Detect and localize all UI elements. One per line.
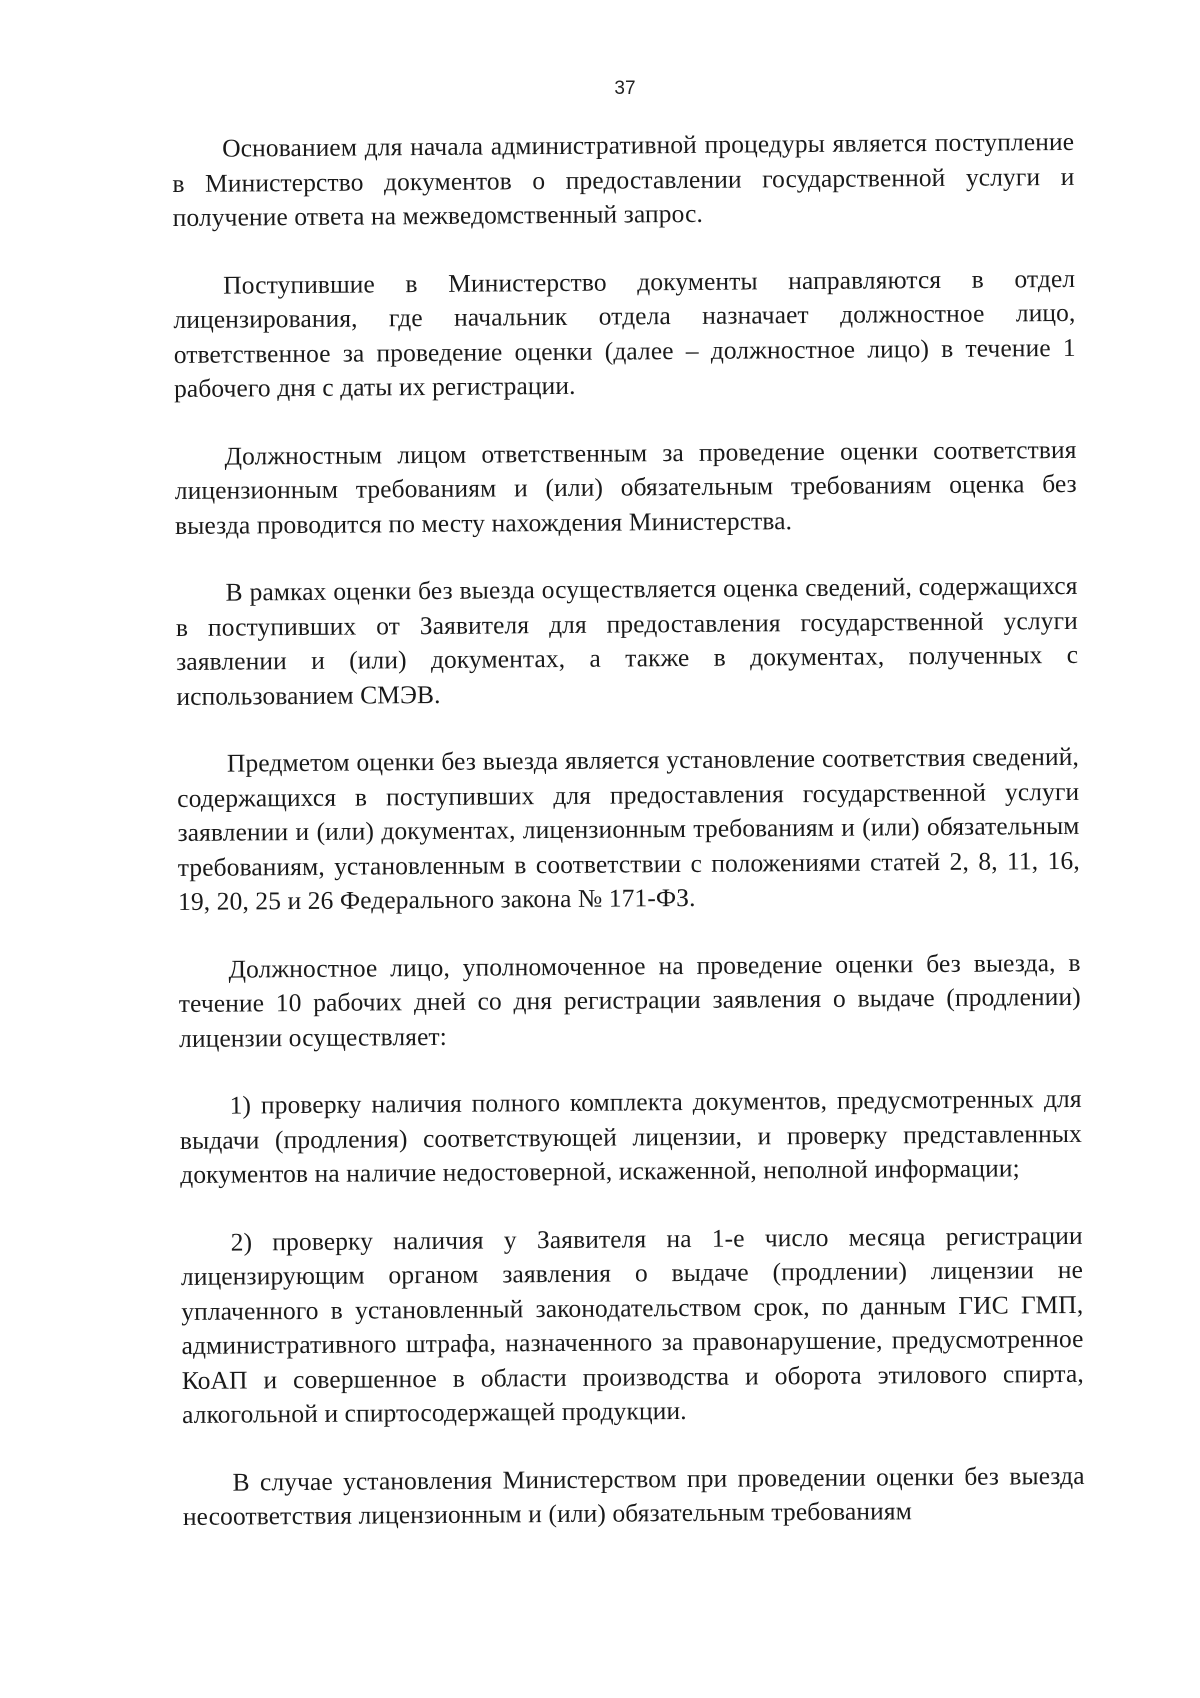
paragraph-assessment-location: Должностным лицом ответственным за проведение оценки соответствия лицензионным требованиям и (или) обязательным требованиям оценка без выезда проводится по месту нахождения Министерства. <box>174 434 1077 540</box>
paragraph-assessment-subject: Предметом оценки без выезда является установление соответствия сведений, содержащихся в поступивших для предоставления государственной услуги заявлении и (или) документах, лицензионным требованиям и (или) обязательным требованиям, установленным в соответствии с положениями статей 2, 8, 11, 16, 19, 20, 25 и 26 Федерального закона № 171-ФЗ. <box>177 741 1080 916</box>
paragraph-documents-routing: Поступившие в Министерство документы направляются в отдел лицензирования, где начальник отдела назначает должностное лицо, ответственное за проведение оценки (далее – должностное лицо) в течение 1 рабочего дня с даты их регистрации. <box>173 263 1076 403</box>
paragraph-basis: Основанием для начала административной процедуры является поступление в Министерство документов о предоставлении государственной услуги и получение ответа на межведомственный запрос. <box>172 126 1075 232</box>
list-item-1: 1) проверку наличия полного комплекта документов, предусмотренных для выдачи (продления) соответствующей лицензии, и проверку представленных документов на наличие недостоверной, искаженной, неполной информации; <box>179 1083 1083 1189</box>
paragraph-noncompliance: В случае установления Министерством при проведении оценки без выезда несоответствия лицензионным и (или) обязательным требованиям <box>182 1460 1085 1531</box>
paragraph-assessment-scope: В рамках оценки без выезда осуществляется оценка сведений, содержащихся в поступивших от Заявителя для предоставления государственной услуги заявлении и (или) документах, а также в документах, полученных с использованием СМЭВ. <box>175 570 1079 711</box>
paragraph-official-duties: Должностное лицо, уполномоченное на проведение оценки без выезда, в течение 10 рабочих дней со дня регистрации заявления о выдаче (продлении) лицензии осуществляет: <box>178 947 1081 1053</box>
list-item-2: 2) проверку наличия у Заявителя на 1-е число месяца регистрации лицензирующим органом заявления о выдаче (продлении) лицензии не уплаченного в установленный законодательством срок, по данным ГИС ГМП, административного штрафа, назначенного за правонарушение, предусмотренное КоАП и совершенное в области производства и оборота этилового спирта, алкогольной и спиртосодержащей продукции. <box>180 1220 1084 1429</box>
document-body <box>172 125 1085 1535</box>
page-number: 37 <box>614 78 636 99</box>
